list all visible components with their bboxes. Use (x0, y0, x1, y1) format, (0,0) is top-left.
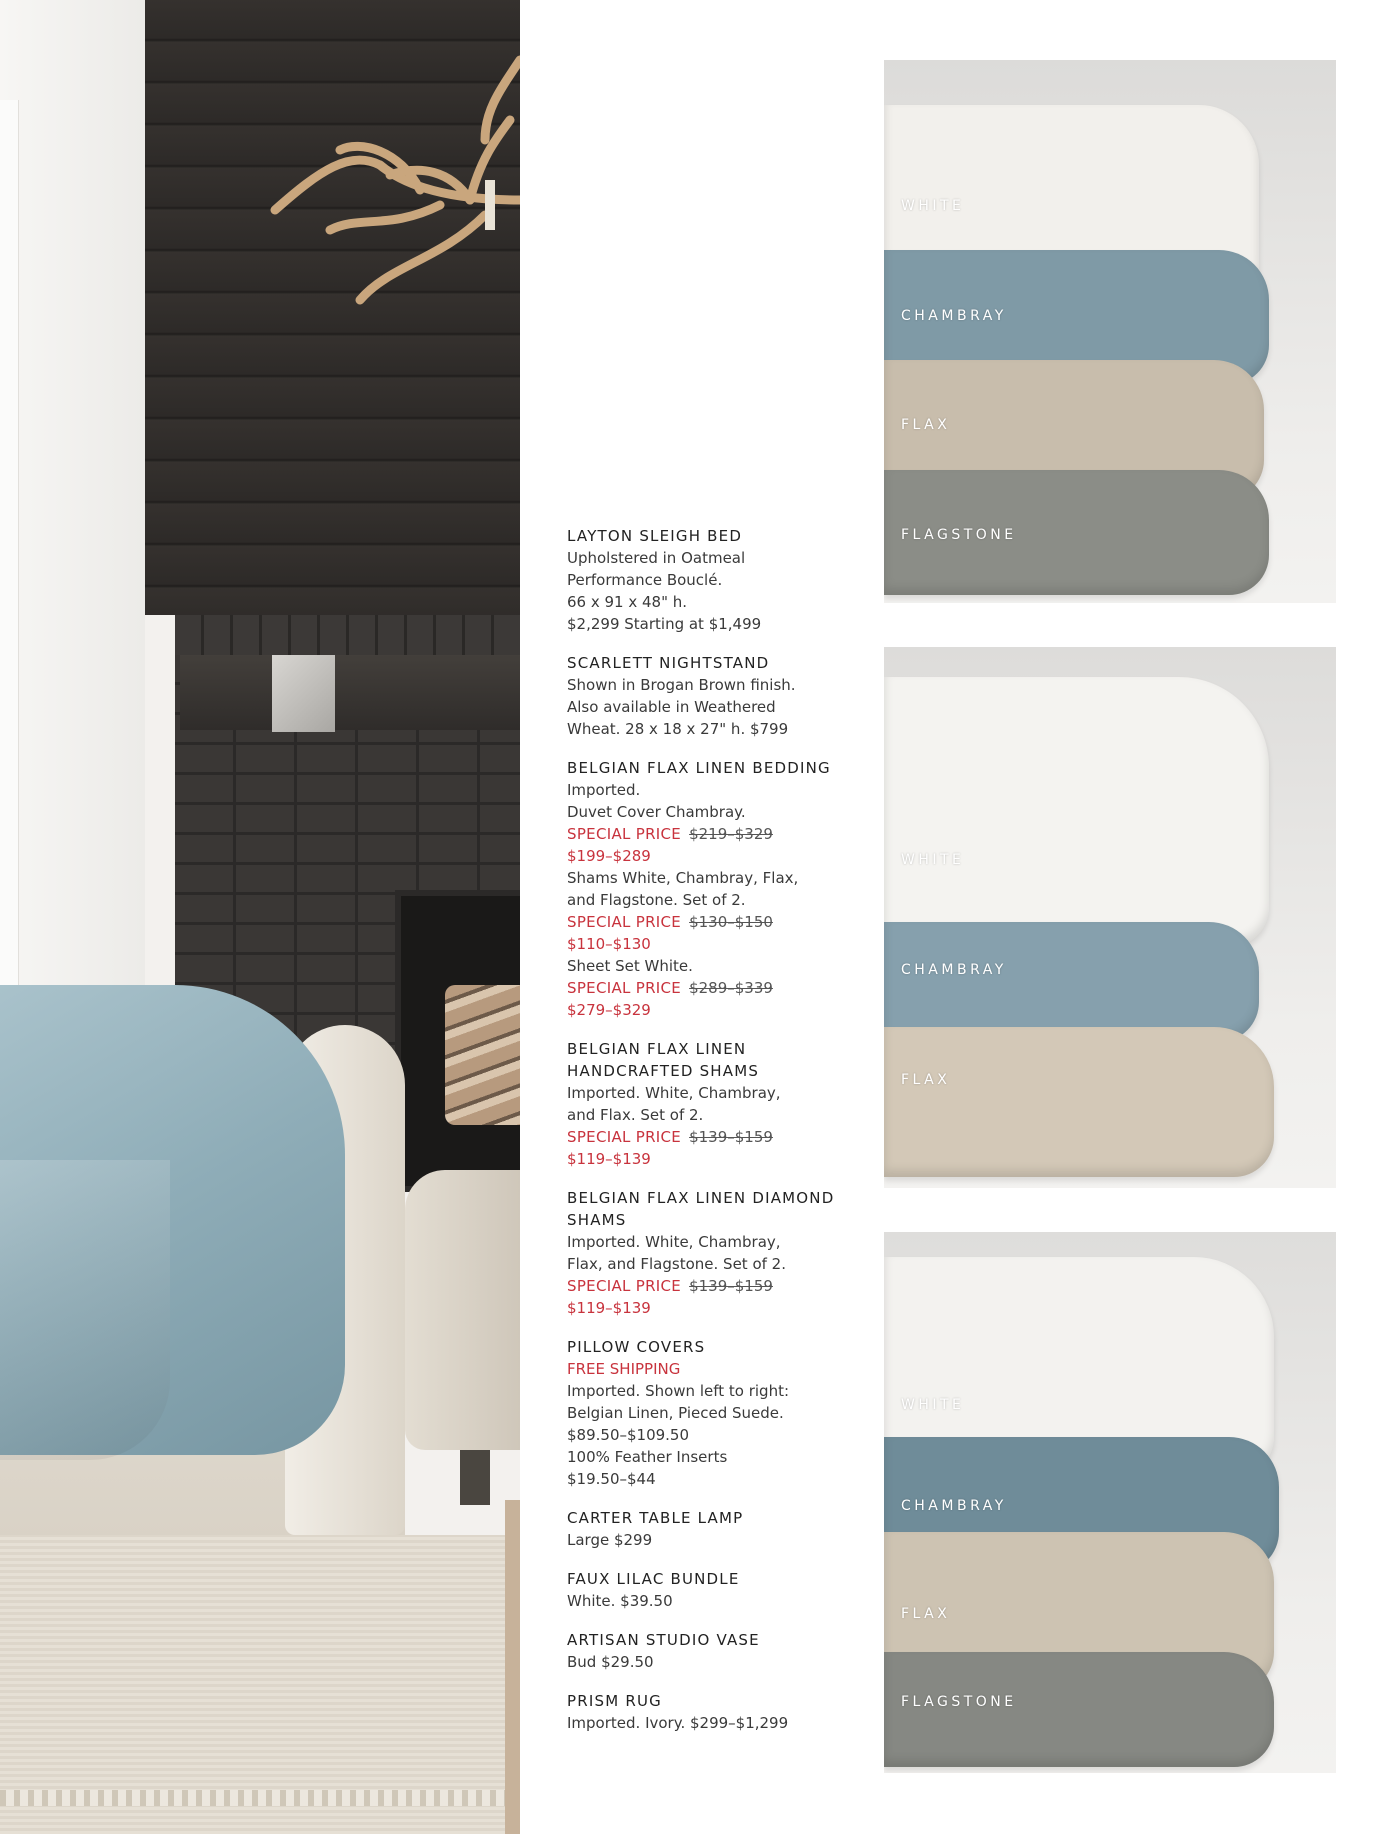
product-detail: $2,299 Starting at $1,499 (567, 615, 762, 633)
original-price: $130–$150 (689, 913, 773, 931)
special-price-label: SPECIAL PRICE (567, 1128, 682, 1146)
product-detail: Shams White, Chambray, Flax, (567, 869, 799, 887)
product-detail: Imported. Shown left to right: (567, 1382, 790, 1400)
sale-price: $110–$130 (567, 935, 651, 953)
product-detail: Duvet Cover Chambray. (567, 803, 746, 821)
swatch-label-chambray: CHAMBRAY (901, 1498, 1007, 1514)
product-detail: and Flagstone. Set of 2. (567, 891, 746, 909)
wall-edge (0, 100, 19, 1000)
swatch-label-white: WHITE (901, 198, 965, 214)
swatch-label-flax: FLAX (901, 1072, 951, 1088)
product-detail: Imported. White, Chambray, (567, 1084, 781, 1102)
sale-price: $119–$139 (567, 1150, 651, 1168)
pillow-chambray (884, 922, 1259, 1042)
product-title: LAYTON SLEIGH BED (567, 527, 743, 545)
product-detail: Also available in Weathered (567, 698, 776, 716)
product-detail: Flax, and Flagstone. Set of 2. (567, 1255, 786, 1273)
product-title: SCARLETT NIGHTSTAND (567, 654, 770, 672)
ottoman-leg (460, 1450, 490, 1505)
special-price-line (567, 911, 857, 933)
sale-price: $199–$289 (567, 847, 651, 865)
product-detail: Upholstered in Oatmeal (567, 549, 746, 567)
product-block (567, 1507, 857, 1551)
product-detail: Shown in Brogan Brown finish. (567, 676, 796, 694)
product-detail: Large $299 (567, 1531, 653, 1549)
special-price-label: SPECIAL PRICE (567, 825, 682, 843)
original-price: $289–$339 (689, 979, 773, 997)
product-detail: Imported. (567, 781, 641, 799)
white-wall (0, 0, 145, 1000)
duvet-fold (0, 1160, 170, 1460)
product-title: PRISM RUG (567, 1692, 662, 1710)
swatch-label-flax: FLAX (901, 417, 951, 433)
product-block (567, 1568, 857, 1612)
product-detail: Bud $29.50 (567, 1653, 654, 1671)
product-title: BELGIAN FLAX LINEN BEDDING (567, 759, 831, 777)
product-title: PILLOW COVERS (567, 1338, 706, 1356)
linen-shams-panel (884, 60, 1336, 603)
sale-price: $279–$329 (567, 1001, 651, 1019)
swatch-label-chambray: CHAMBRAY (901, 308, 1007, 324)
firewood-logs (445, 985, 520, 1125)
swatch-label-white: WHITE (901, 852, 965, 868)
product-detail: Performance Bouclé. (567, 571, 723, 589)
product-detail: $89.50–$109.50 (567, 1426, 690, 1444)
diamond-shams-panel (884, 1232, 1336, 1773)
floor (505, 1500, 520, 1834)
special-price-line (567, 1275, 857, 1297)
special-price-label: SPECIAL PRICE (567, 913, 682, 931)
sale-price: $119–$139 (567, 1299, 651, 1317)
product-title: FAUX LILAC BUNDLE (567, 1570, 740, 1588)
original-price: $139–$159 (689, 1277, 773, 1295)
product-block (567, 1187, 857, 1319)
handcrafted-shams-panel (884, 647, 1336, 1188)
special-price-line (567, 823, 857, 845)
product-block (567, 525, 857, 635)
product-detail: 66 x 91 x 48" h. (567, 593, 688, 611)
pillow-white (884, 677, 1269, 947)
product-title: ARTISAN STUDIO VASE (567, 1631, 760, 1649)
product-block (567, 652, 857, 740)
swatch-label-chambray: CHAMBRAY (901, 962, 1007, 978)
swatch-label-flax: FLAX (901, 1606, 951, 1622)
swatch-label-flagstone: FLAGSTONE (901, 527, 1017, 543)
special-price-label: SPECIAL PRICE (567, 1277, 682, 1295)
sale-price: FREE SHIPPING (567, 1360, 681, 1378)
rug-fringe (0, 1790, 520, 1806)
product-block (567, 1336, 857, 1490)
wall-plate (272, 655, 335, 732)
antler-chandelier (270, 0, 520, 330)
product-detail: Sheet Set White. (567, 957, 693, 975)
product-title: BELGIAN FLAX LINEN DIAMOND SHAMS (567, 1189, 835, 1229)
product-detail: $19.50–$44 (567, 1470, 656, 1488)
swatch-label-white: WHITE (901, 1397, 965, 1413)
fireplace-mantel (175, 615, 520, 655)
product-title: BELGIAN FLAX LINEN HANDCRAFTED SHAMS (567, 1040, 760, 1080)
product-detail: 100% Feather Inserts (567, 1448, 728, 1466)
original-price: $219–$329 (689, 825, 773, 843)
product-block (567, 1690, 857, 1734)
product-detail: White. $39.50 (567, 1592, 673, 1610)
special-price-line (567, 1126, 857, 1148)
product-copy (567, 525, 857, 1751)
room-photo (0, 0, 520, 1834)
product-block (567, 1629, 857, 1673)
special-price-line (567, 977, 857, 999)
product-block (567, 1038, 857, 1170)
pillow-flax (884, 1027, 1274, 1177)
swatch-label-flagstone: FLAGSTONE (901, 1694, 1017, 1710)
product-block (567, 757, 857, 1021)
product-detail: and Flax. Set of 2. (567, 1106, 704, 1124)
product-detail: Belgian Linen, Pieced Suede. (567, 1404, 784, 1422)
original-price: $139–$159 (689, 1128, 773, 1146)
special-price-label: SPECIAL PRICE (567, 979, 682, 997)
wood-beam (180, 655, 520, 730)
product-detail: Imported. Ivory. $299–$1,299 (567, 1714, 789, 1732)
round-ottoman (405, 1170, 520, 1450)
product-title: CARTER TABLE LAMP (567, 1509, 744, 1527)
product-detail: Imported. White, Chambray, (567, 1233, 781, 1251)
product-detail: Wheat. 28 x 18 x 27" h. $799 (567, 720, 789, 738)
